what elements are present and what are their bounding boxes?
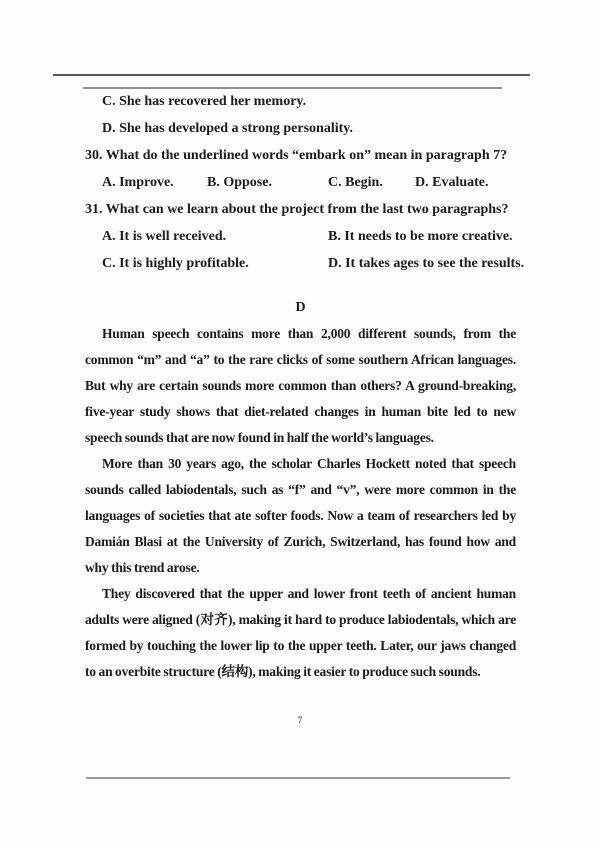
page-content bbox=[85, 88, 525, 685]
q31-option-c: C. It is highly profitable. bbox=[102, 256, 249, 271]
q31-option-a: A. It is well received. bbox=[102, 229, 227, 244]
passage-section-heading: D bbox=[295, 300, 306, 315]
header-rule-primary bbox=[53, 74, 530, 76]
footer-rule bbox=[86, 777, 510, 779]
answer-option-d-prev: D. She has developed a strong personality. bbox=[102, 121, 353, 136]
question-31-options-row-2 bbox=[85, 250, 525, 277]
question-31-options-row-1 bbox=[85, 223, 516, 250]
question-30-text: 30. What do the underlined words “embark on” mean in paragraph 7? bbox=[85, 148, 508, 163]
answer-option-c-prev: C. She has recovered her memory. bbox=[102, 94, 307, 109]
page-number: 7 bbox=[297, 715, 303, 725]
passage-paragraph-1: Human speech contains more than 2,000 different sounds, from the common “m” and “a” to the rare clicks of some southern African languages. But why are certain sounds more common than others? A ground-breaking, five-year study shows that diet-related changes in human bite led to new speech sounds that are now found in half the world’s languages. bbox=[85, 326, 516, 445]
q30-option-b: B. Oppose. bbox=[207, 175, 272, 190]
question-31-text: 31. What can we learn about the project from the last two paragraphs? bbox=[85, 202, 509, 217]
passage-paragraph-3: They discovered that the upper and lower front teeth of ancient human adults were aligned (对齐), making it hard to produce labiodentals, which are formed by touching the lower lip to the upper teeth. Later, our jaws changed to an overbite structure (结构), making it easier to produce such sounds. bbox=[85, 586, 516, 679]
q30-option-d: D. Evaluate. bbox=[415, 175, 489, 190]
q30-option-a: A. Improve. bbox=[102, 175, 174, 190]
passage-paragraph-2: More than 30 years ago, the scholar Charles Hockett noted that speech sounds called labiodentals, such as “f” and “v”, were more common in the languages of societies that ate softer foods. Now a team of researchers led by Damián Blasi at the University of Zurich, Switzerland, has found how and why this trend arose. bbox=[85, 456, 516, 575]
q31-option-b: B. It needs to be more creative. bbox=[328, 229, 513, 244]
q30-option-c: C. Begin. bbox=[328, 175, 383, 190]
question-30-options bbox=[85, 169, 516, 196]
q31-option-d: D. It takes ages to see the results. bbox=[328, 256, 525, 271]
